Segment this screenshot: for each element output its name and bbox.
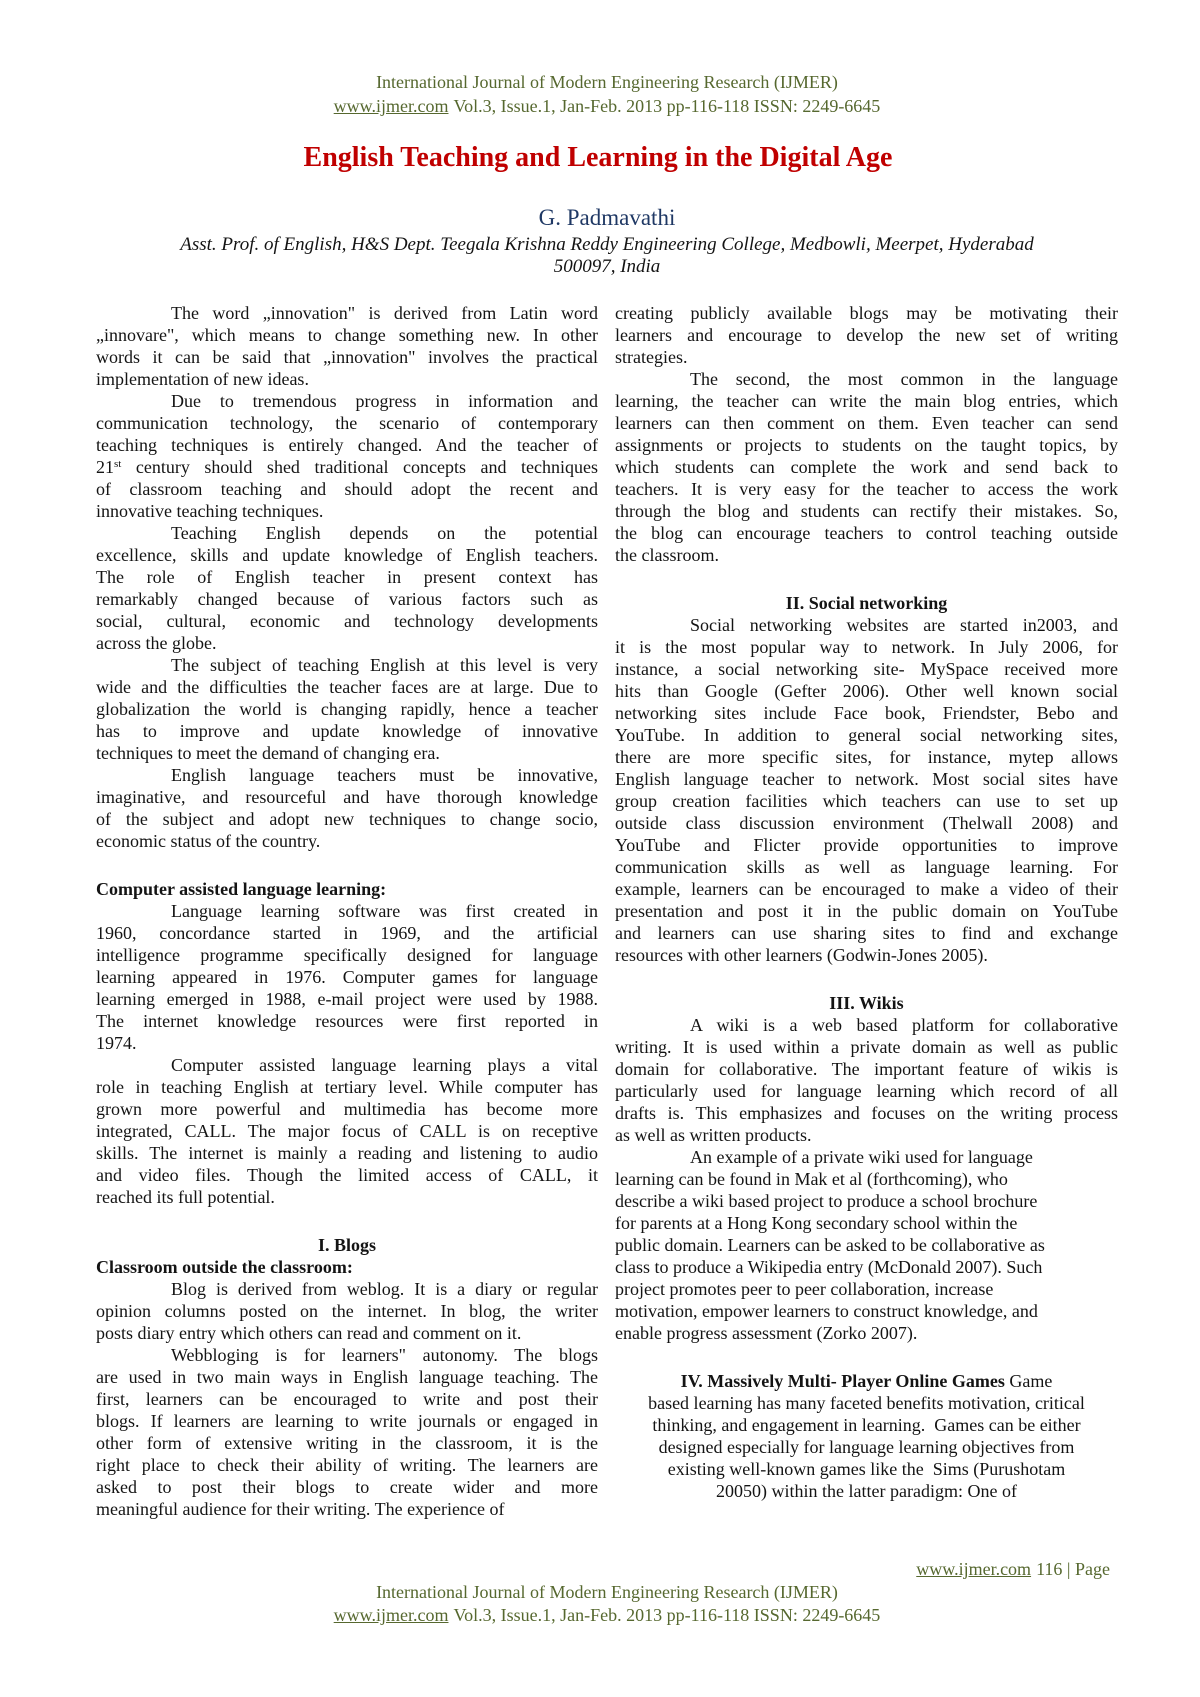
text-line	[615, 1168, 1118, 1190]
text-line	[96, 390, 598, 412]
text-line	[615, 1278, 1118, 1300]
line-text: opinion columns posted on the internet. In blog, the writer	[96, 1301, 598, 1321]
line-text: there are more specific sites, for instance, mytep allows	[615, 747, 1118, 767]
text-line	[615, 1190, 1118, 1212]
text-line	[615, 368, 1118, 390]
text-line	[615, 1414, 1118, 1436]
footer-issue-link[interactable]: www.ijmer.com	[333, 1605, 449, 1625]
text-line	[615, 768, 1118, 790]
page-footer-number	[916, 1558, 1110, 1580]
line-text: drafts is. This emphasizes and focuses on the writing process	[615, 1103, 1118, 1123]
line-text: meaningful audience for their writing. The experience of	[96, 1499, 505, 1519]
text-line	[96, 808, 598, 830]
line-text: teachers. It is very easy for the teacher to access the work	[615, 479, 1118, 499]
text-line	[96, 434, 598, 456]
journal-header-name: International Journal of Modern Engineering Research (IJMER)	[376, 72, 838, 92]
text-line	[96, 1498, 598, 1520]
text-line	[615, 324, 1118, 346]
text-line	[96, 1366, 598, 1388]
line-text: globalization the world is changing rapidly, hence a teacher	[96, 699, 598, 719]
text-line	[96, 764, 598, 786]
subsection-heading	[96, 1256, 598, 1278]
text-line	[96, 698, 598, 720]
line-text: has to improve and update knowledge of innovative	[96, 721, 598, 741]
line-text: Social networking websites are started in2003, and	[690, 615, 1118, 635]
line-text: outside class discussion environment (Thelwall 2008) and	[615, 813, 1118, 833]
journal-footer-issue	[96, 1604, 1118, 1626]
paper-title: English Teaching and Learning in the Digital Age	[303, 142, 893, 173]
text-line	[96, 1120, 598, 1142]
text-line	[96, 302, 598, 324]
text-line	[615, 1480, 1118, 1502]
line-text: The role of English teacher in present context has	[96, 567, 598, 587]
text-line	[96, 522, 598, 544]
line-text: An example of a private wiki used for language	[690, 1147, 1033, 1167]
line-text: the classroom.	[615, 545, 719, 565]
line-text: teaching techniques is entirely changed. And the teacher of	[96, 435, 598, 455]
paragraph	[96, 1054, 598, 1208]
text-line	[615, 1124, 1118, 1146]
line-text: motivation, empower learners to construct knowledge, and	[615, 1301, 1038, 1321]
paragraph	[96, 1278, 598, 1344]
text-line	[615, 434, 1118, 456]
line-text: The second, the most common in the language	[690, 369, 1118, 389]
right-column	[615, 302, 1118, 1502]
line-text: and learners can use sharing sites to find and exchange	[615, 923, 1118, 943]
text-line	[615, 790, 1118, 812]
spacer	[96, 852, 598, 878]
line-text: domain for collaborative. The important feature of wikis is	[615, 1059, 1118, 1079]
text-line	[96, 1186, 598, 1208]
text-line	[96, 1010, 598, 1032]
line-text: communication skills as well as language learning. For	[615, 857, 1118, 877]
footer-issue-info: Vol.3, Issue.1, Jan-Feb. 2013 pp-116-118 ISSN: 2249-6645	[453, 1605, 881, 1625]
text-line	[615, 746, 1118, 768]
line-text: writing. It is used within a private domain as well as public	[615, 1037, 1118, 1057]
text-line	[615, 812, 1118, 834]
text-line	[96, 742, 598, 764]
text-line	[615, 302, 1118, 324]
inline-heading: IV. Massively Multi- Player Online Games	[680, 1371, 1005, 1391]
line-text: group creation facilities which teachers can use to set up	[615, 791, 1118, 811]
text-line	[615, 1234, 1118, 1256]
text-line	[96, 1476, 598, 1498]
text-line	[96, 1278, 598, 1300]
line-text: techniques to meet the demand of changing era.	[96, 743, 440, 763]
text-line	[615, 522, 1118, 544]
text-line	[615, 1146, 1118, 1168]
paragraph	[96, 764, 598, 852]
line-text: The word „innovation" is derived from Latin word	[171, 303, 598, 323]
paragraph	[615, 1146, 1118, 1344]
line-text: learners and encourage to develop the new set of writing	[615, 325, 1118, 345]
line-text: assignments or projects to students on the taught topics, by	[615, 435, 1118, 455]
line-text: „innovare", which means to change something new. In other	[96, 325, 598, 345]
text-line	[96, 1076, 598, 1098]
text-line	[96, 1164, 598, 1186]
line-text: describe a wiki based project to produce a school brochure	[615, 1191, 1038, 1211]
line-text: grown more powerful and multimedia has become more	[96, 1099, 598, 1119]
line-text: Teaching English depends on the potential	[171, 523, 598, 543]
line-text: as well as written products.	[615, 1125, 812, 1145]
text-line	[96, 1454, 598, 1476]
text-line	[96, 566, 598, 588]
line-text: of classroom teaching and should adopt the recent and	[96, 479, 598, 499]
text-line	[615, 900, 1118, 922]
text-line	[96, 1300, 598, 1322]
line-text: social, cultural, economic and technology developments	[96, 611, 598, 631]
line-text: wide and the difficulties the teacher faces are at large. Due to	[96, 677, 598, 697]
author-affiliation	[96, 234, 1118, 278]
line-text: public domain. Learners can be asked to be collaborative as	[615, 1235, 1045, 1255]
journal-footer-name: International Journal of Modern Engineering Research (IJMER)	[376, 1582, 838, 1602]
line-text: designed especially for language learning objectives from	[658, 1437, 1075, 1457]
line-text: networking sites include Face book, Friendster, Bebo and	[615, 703, 1118, 723]
text-line	[96, 1344, 598, 1366]
text-line	[96, 368, 598, 390]
text-line	[96, 1432, 598, 1454]
line-text: learning can be found in Mak et al (forthcoming), who	[615, 1169, 1008, 1189]
text-line	[615, 544, 1118, 566]
line-text: 20050) within the latter paradigm: One of	[716, 1481, 1017, 1501]
text-line	[96, 412, 598, 434]
line-text: English language teacher to network. Most social sites have	[615, 769, 1118, 789]
journal-header-issue	[96, 95, 1118, 117]
line-text: posts diary entry which others can read and comment on it.	[96, 1323, 522, 1343]
line-text: creating publicly available blogs may be motivating their	[615, 303, 1118, 323]
text-line	[615, 1014, 1118, 1036]
text-line	[96, 944, 598, 966]
line-text: 1960, concordance started in 1969, and the artificial	[96, 923, 598, 943]
paragraph	[96, 390, 598, 522]
line-text: blogs. If learners are learning to write journals or engaged in	[96, 1411, 598, 1431]
line-text	[96, 457, 598, 477]
text-segment: Game	[1004, 1371, 1053, 1391]
text-line	[615, 346, 1118, 368]
text-line	[615, 680, 1118, 702]
text-line	[96, 786, 598, 808]
text-line	[96, 1322, 598, 1344]
line-text: are used in two main ways in English language teaching. The	[96, 1367, 598, 1387]
line-text: learners can then comment on them. Even teacher can send	[615, 413, 1118, 433]
text-line	[96, 1388, 598, 1410]
issue-info: Vol.3, Issue.1, Jan-Feb. 2013 pp-116-118 ISSN: 2249-6645	[453, 96, 881, 116]
text-line	[615, 1058, 1118, 1080]
footer-link[interactable]: www.ijmer.com	[916, 1559, 1032, 1579]
paragraph	[615, 368, 1118, 566]
text-line	[615, 834, 1118, 856]
spacer	[615, 966, 1118, 992]
text-line	[96, 632, 598, 654]
text-line	[96, 324, 598, 346]
section-heading	[615, 592, 1118, 614]
text-line	[615, 390, 1118, 412]
line-text: 1974.	[96, 1033, 137, 1053]
line-text: resources with other learners (Godwin-Jones 2005).	[615, 945, 988, 965]
line-text: for parents at a Hong Kong secondary school within the	[615, 1213, 1018, 1233]
subsection-heading	[96, 878, 598, 900]
line-text: YouTube and Flicter provide opportunities to improve	[615, 835, 1118, 855]
journal-link[interactable]: www.ijmer.com	[333, 96, 449, 116]
text-line	[615, 922, 1118, 944]
text-line	[96, 346, 598, 368]
line-text: presentation and post it in the public domain on YouTube	[615, 901, 1118, 921]
text-line	[615, 1212, 1118, 1234]
line-text: words it can be said that „innovation" involves the practical	[96, 347, 598, 367]
line-text: strategies.	[615, 347, 688, 367]
text-line	[615, 878, 1118, 900]
paragraph	[96, 522, 598, 654]
text-segment: 21	[96, 457, 114, 477]
text-line	[96, 1098, 598, 1120]
text-line	[615, 1322, 1118, 1344]
line-text: A wiki is a web based platform for collaborative	[690, 1015, 1118, 1035]
text-line	[96, 988, 598, 1010]
line-text: Language learning software was first created in	[171, 901, 598, 921]
text-line	[96, 1032, 598, 1054]
line-text: existing well-known games like the Sims (Purushotam	[667, 1459, 1066, 1479]
text-line	[96, 544, 598, 566]
paragraph	[615, 1370, 1118, 1502]
text-line	[96, 456, 598, 478]
line-text: The internet knowledge resources were first reported in	[96, 1011, 598, 1031]
spacer	[615, 566, 1118, 592]
line-text: example, learners can be encouraged to make a video of their	[615, 879, 1118, 899]
line-text: Blog is derived from weblog. It is a diary or regular	[171, 1279, 598, 1299]
line-text: thinking, and engagement in learning. Games can be either	[652, 1415, 1081, 1435]
text-line	[615, 1458, 1118, 1480]
text-line	[96, 588, 598, 610]
spacer	[96, 1208, 598, 1234]
text-line	[615, 412, 1118, 434]
line-text: skills. The internet is mainly a reading and listening to audio	[96, 1143, 598, 1163]
line-text: class to produce a Wikipedia entry (McDonald 2007). Such	[615, 1257, 1043, 1277]
text-line	[96, 922, 598, 944]
line-text: particularly used for language learning which record of all	[615, 1081, 1118, 1101]
text-line	[615, 1392, 1118, 1414]
heading-text: III. Wikis	[829, 993, 904, 1013]
heading-text: Classroom outside the classroom:	[96, 1257, 353, 1277]
line-text: Computer assisted language learning plays a vital	[171, 1055, 598, 1075]
line-text: hits than Google (Gefter 2006). Other well known social	[615, 681, 1118, 701]
line-text: asked to post their blogs to create wider and more	[96, 1477, 598, 1497]
text-line	[96, 478, 598, 500]
text-line	[96, 654, 598, 676]
section-heading	[96, 1234, 598, 1256]
spacer	[615, 1344, 1118, 1370]
text-line	[96, 610, 598, 632]
paragraph	[96, 654, 598, 764]
text-line	[615, 658, 1118, 680]
line-text: The subject of teaching English at this level is very	[171, 655, 598, 675]
line-text: the blog can encourage teachers to control teaching outside	[615, 523, 1118, 543]
affiliation-line: Asst. Prof. of English, H&S Dept. Teegala Krishna Reddy Engineering College, Medbowli, Meerpet, Hyderabad	[180, 234, 1034, 255]
line-text: of the subject and adopt new techniques to change socio,	[96, 809, 598, 829]
text-line	[615, 500, 1118, 522]
paragraph	[96, 900, 598, 1054]
text-line	[96, 966, 598, 988]
line-text: implementation of new ideas.	[96, 369, 309, 389]
line-text: imaginative, and resourceful and have thorough knowledge	[96, 787, 598, 807]
line-text: innovative teaching techniques.	[96, 501, 324, 521]
text-line	[615, 944, 1118, 966]
text-line	[96, 676, 598, 698]
line-text: communication technology, the scenario of contemporary	[96, 413, 598, 433]
line-text: which students can complete the work and send back to	[615, 457, 1118, 477]
line-text: first, learners can be encouraged to write and post their	[96, 1389, 598, 1409]
heading-text: Computer assisted language learning:	[96, 879, 387, 899]
line-text: learning emerged in 1988, e-mail project were used by 1988.	[96, 989, 598, 1009]
paragraph	[96, 1344, 598, 1520]
text-line	[615, 702, 1118, 724]
line-text: English language teachers must be innovative,	[171, 765, 598, 785]
text-line	[615, 614, 1118, 636]
text-line	[96, 1054, 598, 1076]
line-text: enable progress assessment (Zorko 2007).	[615, 1323, 918, 1343]
line-text: based learning has many faceted benefits motivation, critical	[648, 1393, 1085, 1413]
line-text: intelligence programme specifically designed for language	[96, 945, 598, 965]
line-text: right place to check their ability of writing. The learners are	[96, 1455, 598, 1475]
section-heading	[615, 992, 1118, 1014]
line-text: integrated, CALL. The major focus of CALL is on receptive	[96, 1121, 598, 1141]
line-text: it is the most popular way to network. In July 2006, for	[615, 637, 1118, 657]
paragraph	[96, 302, 598, 390]
line-text: learning, the teacher can write the main blog entries, which	[615, 391, 1118, 411]
text-line	[615, 478, 1118, 500]
line-text: instance, a social networking site- MySpace received more	[615, 659, 1118, 679]
paragraph	[615, 302, 1118, 368]
text-line	[615, 724, 1118, 746]
text-line	[96, 720, 598, 742]
line-text: learning appeared in 1976. Computer games for language	[96, 967, 598, 987]
line-text: reached its full potential.	[96, 1187, 275, 1207]
heading-text: II. Social networking	[785, 593, 948, 613]
line-text: role in teaching English at tertiary level. While computer has	[96, 1077, 598, 1097]
text-line	[96, 1142, 598, 1164]
text-line	[615, 1370, 1118, 1392]
line-text: Due to tremendous progress in information and	[171, 391, 598, 411]
page-number: 116 | Page	[1036, 1559, 1110, 1579]
text-line	[615, 1300, 1118, 1322]
line-text: across the globe.	[96, 633, 217, 653]
text-segment: century should shed traditional concepts and techniques	[121, 457, 598, 477]
line-text: excellence, skills and update knowledge of English teachers.	[96, 545, 598, 565]
text-line	[96, 500, 598, 522]
line-text: other form of extensive writing in the classroom, it is the	[96, 1433, 598, 1453]
text-line	[615, 856, 1118, 878]
text-line	[615, 1036, 1118, 1058]
paragraph	[615, 1014, 1118, 1146]
author-name: G. Padmavathi	[538, 205, 676, 230]
line-text: and video files. Though the limited access of CALL, it	[96, 1165, 598, 1185]
line-text: through the blog and students can rectify their mistakes. So,	[615, 501, 1118, 521]
heading-text: I. Blogs	[317, 1235, 377, 1255]
line-text: remarkably changed because of various factors such as	[96, 589, 598, 609]
text-line	[96, 900, 598, 922]
text-line	[615, 1080, 1118, 1102]
paragraph	[615, 614, 1118, 966]
text-line	[96, 1410, 598, 1432]
line-text: Webbloging is for learners" autonomy. The blogs	[171, 1345, 598, 1365]
text-line	[615, 1256, 1118, 1278]
line-text	[681, 1371, 1053, 1391]
text-line	[96, 830, 598, 852]
affiliation-line: 500097, India	[553, 256, 661, 277]
text-line	[615, 1102, 1118, 1124]
left-column	[96, 302, 598, 1520]
text-line	[615, 456, 1118, 478]
line-text: project promotes peer to peer collaboration, increase	[615, 1279, 994, 1299]
text-line	[615, 636, 1118, 658]
superscript: st	[114, 458, 122, 470]
line-text: economic status of the country.	[96, 831, 321, 851]
text-line	[615, 1436, 1118, 1458]
line-text: YouTube. In addition to general social networking sites,	[615, 725, 1118, 745]
